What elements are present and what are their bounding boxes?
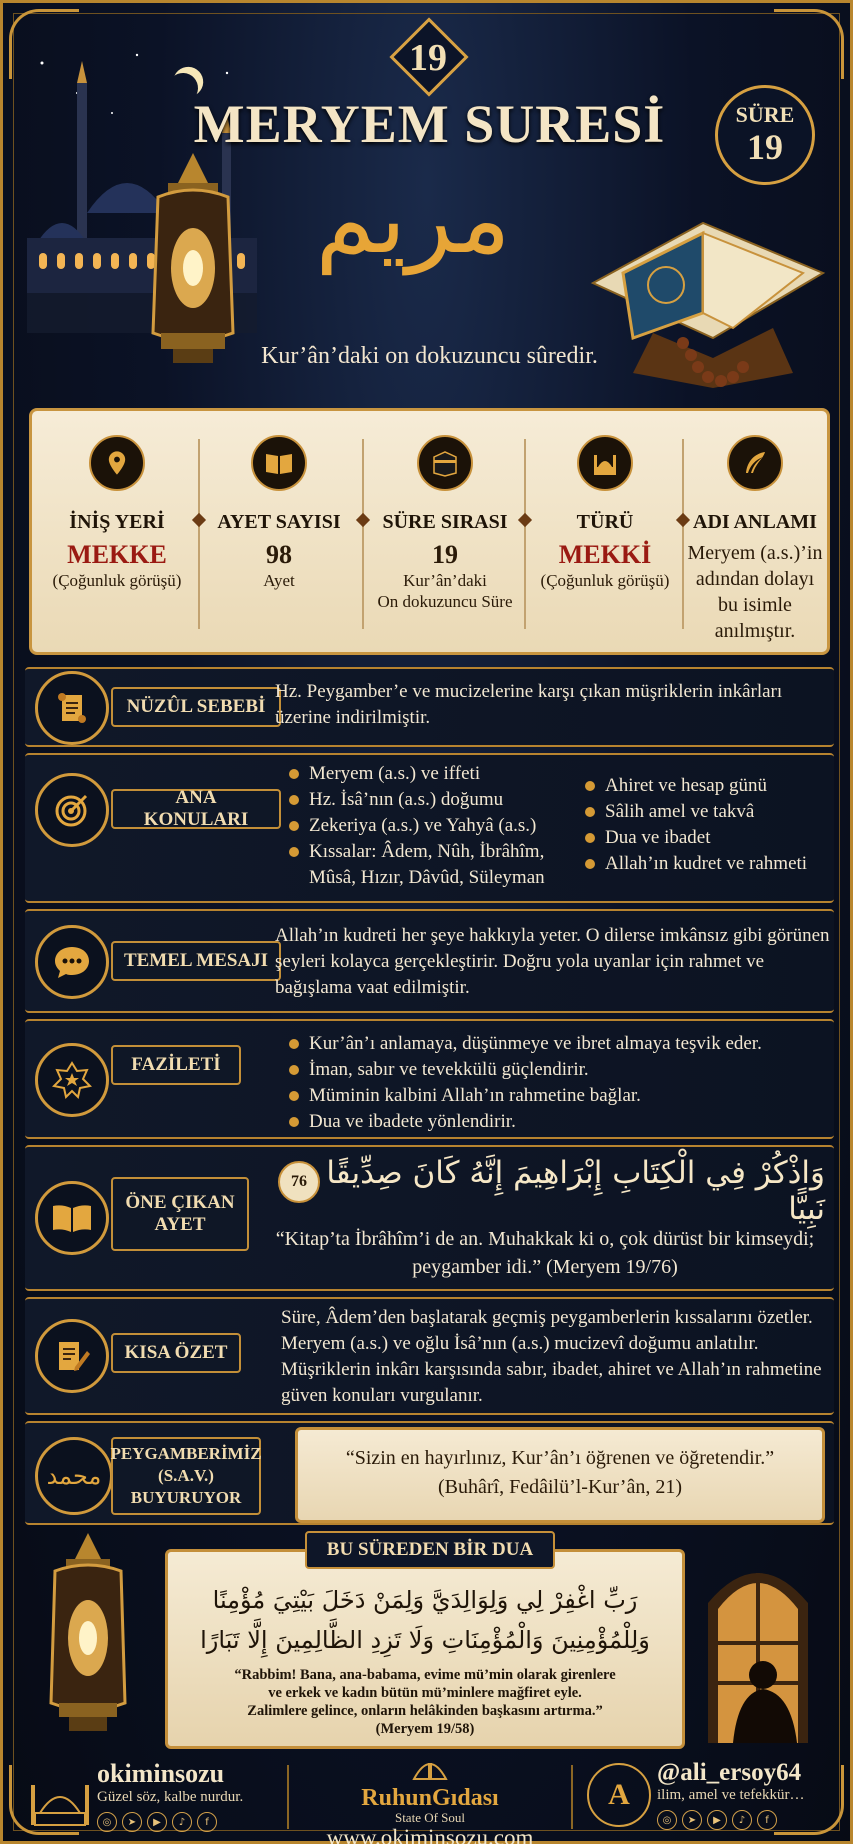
info-turu xyxy=(530,419,680,651)
mesaj-text: Allah’ın kudreti her şeye hakkıyla yeter. O dilerse imkânsız gibi görünen şeyleri kolayca gerçekleştirir. Doğru yola uyanlar için rahmet ve bağışlama vaat edilmiştir. xyxy=(275,925,830,998)
section-fazilet xyxy=(25,1019,834,1139)
section-tag: FAZİLETİ xyxy=(111,1045,241,1085)
facebook-icon[interactable]: f xyxy=(197,1812,217,1832)
sure-label: SÜRE xyxy=(735,102,795,127)
footer-divider xyxy=(571,1765,573,1829)
footer-brand: okiminsozu xyxy=(97,1759,225,1788)
dua-arabic-line: وَلِلْمُؤْمِنِينَ وَالْمُؤْمِنَاتِ وَلَا تَزِدِ الظَّالِمِينَ إِلَّا تَبَارًا xyxy=(200,1626,650,1654)
facebook-icon[interactable]: f xyxy=(757,1810,777,1830)
info-ayet-sayisi xyxy=(204,419,354,651)
section-hadis xyxy=(25,1421,834,1525)
subtitle: Kur’ân’daki on dokuzuncu sûredir. xyxy=(261,343,598,369)
info-meaning xyxy=(684,540,826,644)
header xyxy=(3,3,853,403)
info-label: İNİŞ YERİ xyxy=(69,511,165,533)
emblem-text: محمد xyxy=(46,1462,102,1490)
dua-translation-line: ve erkek ve kadın bütün mü’minlere mağfiret eyle. xyxy=(268,1685,582,1701)
info-panel xyxy=(29,408,830,655)
divider xyxy=(198,439,200,629)
footer-slogan: Güzel söz, kalbe nurdur. xyxy=(97,1789,244,1805)
footer-left xyxy=(97,1759,297,1832)
speech-bubble-icon xyxy=(35,925,109,999)
youtube-icon[interactable]: ▶ xyxy=(707,1810,727,1830)
info-value: 98 xyxy=(266,540,292,569)
dua-translation-line: Zalimlere gelince, onların helâkinden başkasını artırma.” xyxy=(247,1703,603,1719)
info-sub: Ayet xyxy=(263,571,295,590)
instagram-icon[interactable]: ◎ xyxy=(657,1810,677,1830)
dua-arabic xyxy=(168,1580,682,1660)
list-item: Dua ve ibadete yönlendirir. xyxy=(287,1109,827,1135)
info-sure-sirasi xyxy=(370,419,520,651)
tiktok-icon[interactable]: ♪ xyxy=(172,1812,192,1832)
info-adi-anlami xyxy=(684,419,826,651)
dua-box xyxy=(165,1549,685,1749)
author-monogram-icon: A xyxy=(587,1763,651,1827)
list-item: Meryem (a.s.) ve iffeti xyxy=(287,761,587,787)
list-item: Zekeriya (a.s.) ve Yahyâ (a.s.) xyxy=(287,813,587,839)
sura-number-badge xyxy=(373,33,483,83)
hadith-source: (Buhârî, Fedâilü’l-Kur’ân, 21) xyxy=(437,1476,682,1498)
map-pin-icon xyxy=(89,435,145,491)
list-item: Sâlih amel ve takvâ xyxy=(583,799,828,825)
hadith-quote: “Sizin en hayırlınız, Kur’ân’ı öğrenen ve öğretendir.” xyxy=(345,1447,775,1469)
list-item: Hz. İsâ’nın (a.s.) doğumu xyxy=(287,787,587,813)
section-tag: NÜZÛL SEBEBİ xyxy=(111,687,281,727)
ayet-number-badge: 76 xyxy=(278,1161,320,1203)
konular-left-list xyxy=(287,761,587,865)
footer-center xyxy=(295,1755,565,1844)
section-tag: TEMEL MESAJI xyxy=(111,941,281,981)
list-item: Kıssalar: Âdem, Nûh, İbrâhîm, xyxy=(287,839,587,865)
info-value: MEKKİ xyxy=(558,540,652,569)
arabic-title: مريم xyxy=(315,163,511,275)
youtube-icon[interactable]: ▶ xyxy=(147,1812,167,1832)
meaning-line: anılmıştır. xyxy=(714,620,796,642)
quill-icon xyxy=(727,435,783,491)
footer-author[interactable]: @ali_ersoy64 xyxy=(657,1759,802,1786)
footer-author-slogan: ilim, amel ve tefekkür… xyxy=(657,1787,805,1803)
section-tag xyxy=(111,1437,261,1515)
tag-line: ÖNE ÇIKAN xyxy=(125,1192,235,1213)
tag-line: AYET xyxy=(154,1214,206,1235)
book-icon xyxy=(251,435,307,491)
footer-right xyxy=(657,1759,843,1830)
target-icon xyxy=(35,773,109,847)
meaning-line: bu isimle xyxy=(718,594,792,616)
divider xyxy=(362,439,364,629)
mosque-logo-icon xyxy=(25,1763,95,1829)
tag-line: (S.A.V.) xyxy=(158,1466,214,1485)
sura-number: 19 xyxy=(409,37,447,79)
list-item: İman, sabır ve tevekkülü güçlendirir. xyxy=(287,1057,827,1083)
section-tag xyxy=(111,1177,249,1251)
hadith-box xyxy=(295,1427,825,1523)
info-label: AYET SAYISI xyxy=(217,511,341,533)
info-sub: Kur’ân’daki xyxy=(403,571,487,590)
telegram-icon[interactable]: ➤ xyxy=(122,1812,142,1832)
ayet-arabic: وَاذْكُرْ فِي الْكِتَابِ إِبْرَاهِيمَ إِنَّهُ كَانَ صِدِّيقًا نَبِيًّا xyxy=(326,1155,825,1227)
meaning-line: Meryem (a.s.)’in xyxy=(687,542,823,564)
info-label: ADI ANLAMI xyxy=(693,511,817,533)
section-tag: ANA KONULARI xyxy=(111,789,281,829)
info-inis-yeri xyxy=(42,419,192,651)
meaning-line: adından dolayı xyxy=(695,568,815,590)
list-item: Kur’ân’ı anlamaya, düşünmeye ve ibret almaya teşvik eder. xyxy=(287,1031,827,1057)
section-tag: KISA ÖZET xyxy=(111,1333,241,1373)
info-value: 19 xyxy=(432,540,458,569)
divider xyxy=(524,439,526,629)
info-label: TÜRÜ xyxy=(576,511,634,533)
footer-divider xyxy=(287,1765,289,1829)
section-konular xyxy=(25,753,834,903)
muhammad-calligraphy-emblem xyxy=(35,1437,113,1515)
list-item: Müminin kalbini Allah’ın rahmetine bağlar. xyxy=(287,1083,827,1109)
social-icons xyxy=(97,1812,217,1832)
footer-center-sub: State Of Soul xyxy=(394,1810,466,1825)
page-title: MERYEM SURESİ xyxy=(193,94,666,154)
tiktok-icon[interactable]: ♪ xyxy=(732,1810,752,1830)
info-sub: On dokuzuncu Süre xyxy=(377,592,513,611)
info-sub: (Çoğunluk görüşü) xyxy=(52,571,182,590)
social-icons xyxy=(657,1810,777,1830)
divider-ornament xyxy=(356,513,370,527)
nuzul-text: Hz. Peygamber’e ve mucizelerine karşı çıkan müşriklerin inkârları üzerine indirilmiştir. xyxy=(275,681,783,728)
ruhungidasi-logo-icon xyxy=(410,1755,450,1781)
list-item: Ahiret ve hesap günü xyxy=(583,773,828,799)
info-label: SÜRE SIRASI xyxy=(382,511,508,533)
ayet-translation: “Kitap’ta İbrâhîm’i de an. Muhakkak ki o, çok dürüst bir kimseydi; peygamber idi.” (Meryem 19/76) xyxy=(275,1228,815,1278)
dua-translation xyxy=(168,1666,682,1738)
footer xyxy=(15,1755,844,1844)
section-ayet xyxy=(25,1145,834,1291)
section-nuzul xyxy=(25,667,834,747)
dua-translation-line: “Rabbim! Bana, ana-babama, evime mü’min olarak girenlere xyxy=(234,1667,616,1683)
fazilet-list xyxy=(287,1031,827,1135)
mosque-icon xyxy=(577,435,633,491)
ozet-text: Süre, Âdem’den başlatarak geçmiş peygamberlerin kıssalarını özetler. Meryem (a.s.) ve oğlu İsâ’nın (a.s.) mucizevî doğumu anlatılır. Müşriklerin inkârı karşısında sabır, ibadet, ahiret ve Allah’ın rahmetine güven konuları vurgulanır. xyxy=(281,1307,822,1406)
dua-title: BU SÜREDEN BİR DUA xyxy=(305,1531,555,1569)
star-emblem-icon xyxy=(35,1043,109,1117)
section-ozet xyxy=(25,1297,834,1415)
info-value: MEKKE xyxy=(67,540,167,569)
dua-section xyxy=(25,1531,834,1749)
instagram-icon[interactable]: ◎ xyxy=(97,1812,117,1832)
scroll-icon xyxy=(35,671,109,745)
list-item: Allah’ın kudret ve rahmeti xyxy=(583,851,828,877)
dua-translation-line: (Meryem 19/58) xyxy=(375,1721,475,1737)
document-pen-icon xyxy=(35,1319,109,1393)
tag-line: BUYURUYOR xyxy=(130,1488,242,1507)
sure-badge-number: 19 xyxy=(747,127,783,167)
tag-line: PEYGAMBERİMİZ xyxy=(110,1444,262,1463)
list-item: Dua ve ibadet xyxy=(583,825,828,851)
konular-right-list xyxy=(583,773,828,877)
dua-arabic-line: رَبِّ اغْفِرْ لِي وَلِوَالِدَيَّ وَلِمَنْ دَخَلَ بَيْتِيَ مُؤْمِنًا xyxy=(212,1586,638,1614)
section-mesaj xyxy=(25,909,834,1013)
footer-center-brand: RuhunGıdası xyxy=(361,1785,499,1811)
list-item-continued: Mûsâ, Hızır, Dâvûd, Süleyman xyxy=(309,867,545,888)
lantern-icon xyxy=(133,153,253,373)
info-sub: (Çoğunluk görüşü) xyxy=(540,571,670,590)
open-book-icon xyxy=(35,1181,109,1255)
kaaba-icon xyxy=(417,435,473,491)
footer-website-link[interactable]: www.okiminsozu.com xyxy=(326,1825,534,1844)
telegram-icon[interactable]: ➤ xyxy=(682,1810,702,1830)
